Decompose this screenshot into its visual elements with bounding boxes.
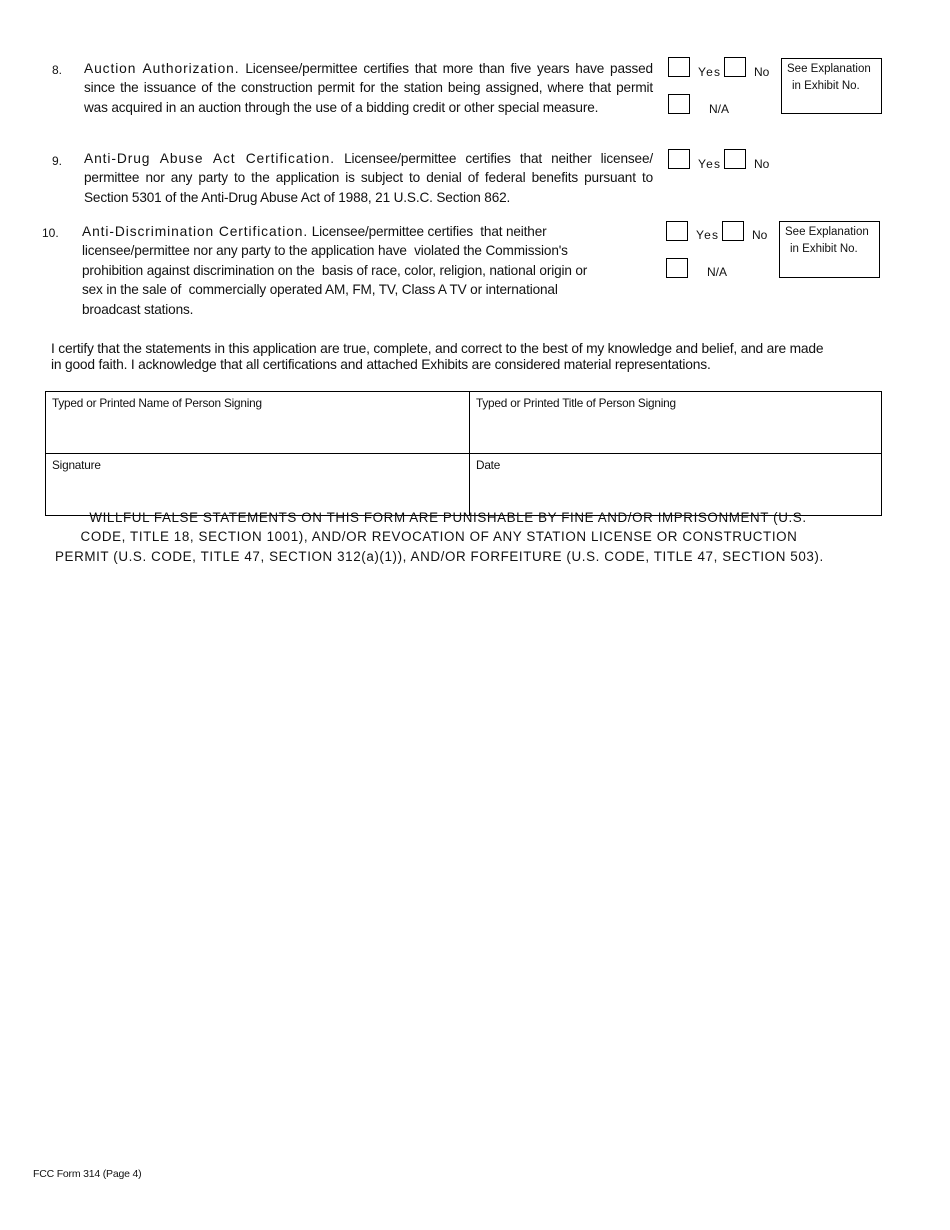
item-9-yes-checkbox[interactable] xyxy=(668,149,690,169)
form-footer: FCC Form 314 (Page 4) xyxy=(33,1168,142,1180)
item-9-heading: Anti-Drug Abuse Act Certification. xyxy=(84,151,335,166)
item-8-na-label: N/A xyxy=(709,102,730,116)
item-10-no-checkbox[interactable] xyxy=(722,221,744,241)
item-8-na-checkbox[interactable] xyxy=(668,94,690,114)
item-9-body: Licensee/permittee certifies that neither licensee/ permittee nor any party to the application is subject to denial of federal benefits pursuant to Section 5301 of the Anti-Drug Abuse Act of 1988, 21 U.S.C. Section 862. xyxy=(84,151,653,205)
item-10-na-label: N/A xyxy=(707,265,728,279)
item-10-no-label: No xyxy=(752,228,768,242)
item-10-heading: Anti-Discrimination Certification. xyxy=(82,224,309,239)
signature-field[interactable] xyxy=(46,454,470,516)
item-10-number: 10. xyxy=(42,226,59,240)
item-8-exhibit-line2: in Exhibit No. xyxy=(792,79,860,92)
item-10-exhibit-line1: See Explanation xyxy=(785,226,869,238)
item-9-no-checkbox[interactable] xyxy=(724,149,746,169)
item-10-line-2: licensee/permittee nor any party to the application have violated the Commission's xyxy=(82,243,568,259)
item-8-number: 8. xyxy=(52,63,63,77)
item-10-line-4: sex in the sale of commercially operated AM, FM, TV, Class A TV or international xyxy=(82,282,558,298)
item-8-yes-label: Yes xyxy=(698,65,722,79)
item-8-no-label: No xyxy=(754,65,770,79)
item-8-body: Licensee/permittee certifies that more than five years have passed since the issuance of the construction permit for the station being assigned, where that permit was acquired in an auction through the use of a bidding credit or other special measure. xyxy=(84,61,653,115)
signature-field-label: Signature xyxy=(52,458,101,472)
item-10-text xyxy=(82,222,652,319)
item-9-yes-label: Yes xyxy=(698,157,722,171)
title-field-label: Typed or Printed Title of Person Signing xyxy=(476,396,676,410)
item-9-text xyxy=(84,149,653,207)
item-10-na-checkbox[interactable] xyxy=(666,258,688,278)
warning-line-1: WILLFUL FALSE STATEMENTS ON THIS FORM ARE PUNISHABLE BY FINE AND/OR IMPRISONMENT (U.S. xyxy=(89,510,807,525)
item-8-exhibit-line1: See Explanation xyxy=(787,63,871,75)
item-8-yes-checkbox[interactable] xyxy=(668,57,690,77)
date-field-label: Date xyxy=(476,458,501,472)
item-10-line-1-text: Licensee/permittee certifies that neither xyxy=(311,224,547,239)
name-field[interactable] xyxy=(46,392,470,454)
item-8-heading: Auction Authorization. xyxy=(84,61,240,76)
item-10-exhibit-line2: in Exhibit No. xyxy=(790,242,858,255)
warning-line-3: PERMIT (U.S. CODE, TITLE 47, SECTION 312(a)(1)), AND/OR FORFEITURE (U.S. CODE, TITLE 47, SECTION 503). xyxy=(55,548,824,564)
warning-line-2: CODE, TITLE 18, SECTION 1001), AND/OR REVOCATION OF ANY STATION LICENSE OR CONSTRUCTION xyxy=(80,529,798,545)
certification-statement xyxy=(51,341,891,374)
item-10-yes-checkbox[interactable] xyxy=(666,221,688,241)
date-field[interactable] xyxy=(470,454,882,516)
item-10-line-1 xyxy=(82,222,652,241)
item-8-text xyxy=(84,59,653,117)
name-field-label: Typed or Printed Name of Person Signing xyxy=(52,396,262,410)
item-9-no-label: No xyxy=(754,157,770,171)
signature-table xyxy=(45,391,882,516)
item-8-exhibit-box[interactable] xyxy=(781,58,882,114)
item-9-number: 9. xyxy=(52,154,63,168)
item-10-exhibit-box[interactable] xyxy=(779,221,880,278)
item-8-no-checkbox[interactable] xyxy=(724,57,746,77)
item-10-yes-label: Yes xyxy=(696,228,720,242)
certification-line-2: in good faith. I acknowledge that all certifications and attached Exhibits are considered material representations. xyxy=(51,357,711,373)
item-10-line-5: broadcast stations. xyxy=(82,301,194,317)
title-field[interactable] xyxy=(470,392,882,454)
false-statement-warning xyxy=(50,508,870,566)
certification-line-1: I certify that the statements in this application are true, complete, and correct to the best of my knowledge and belief, and are made xyxy=(51,341,824,356)
item-10-line-3: prohibition against discrimination on the basis of race, color, religion, national origin or xyxy=(82,262,588,278)
